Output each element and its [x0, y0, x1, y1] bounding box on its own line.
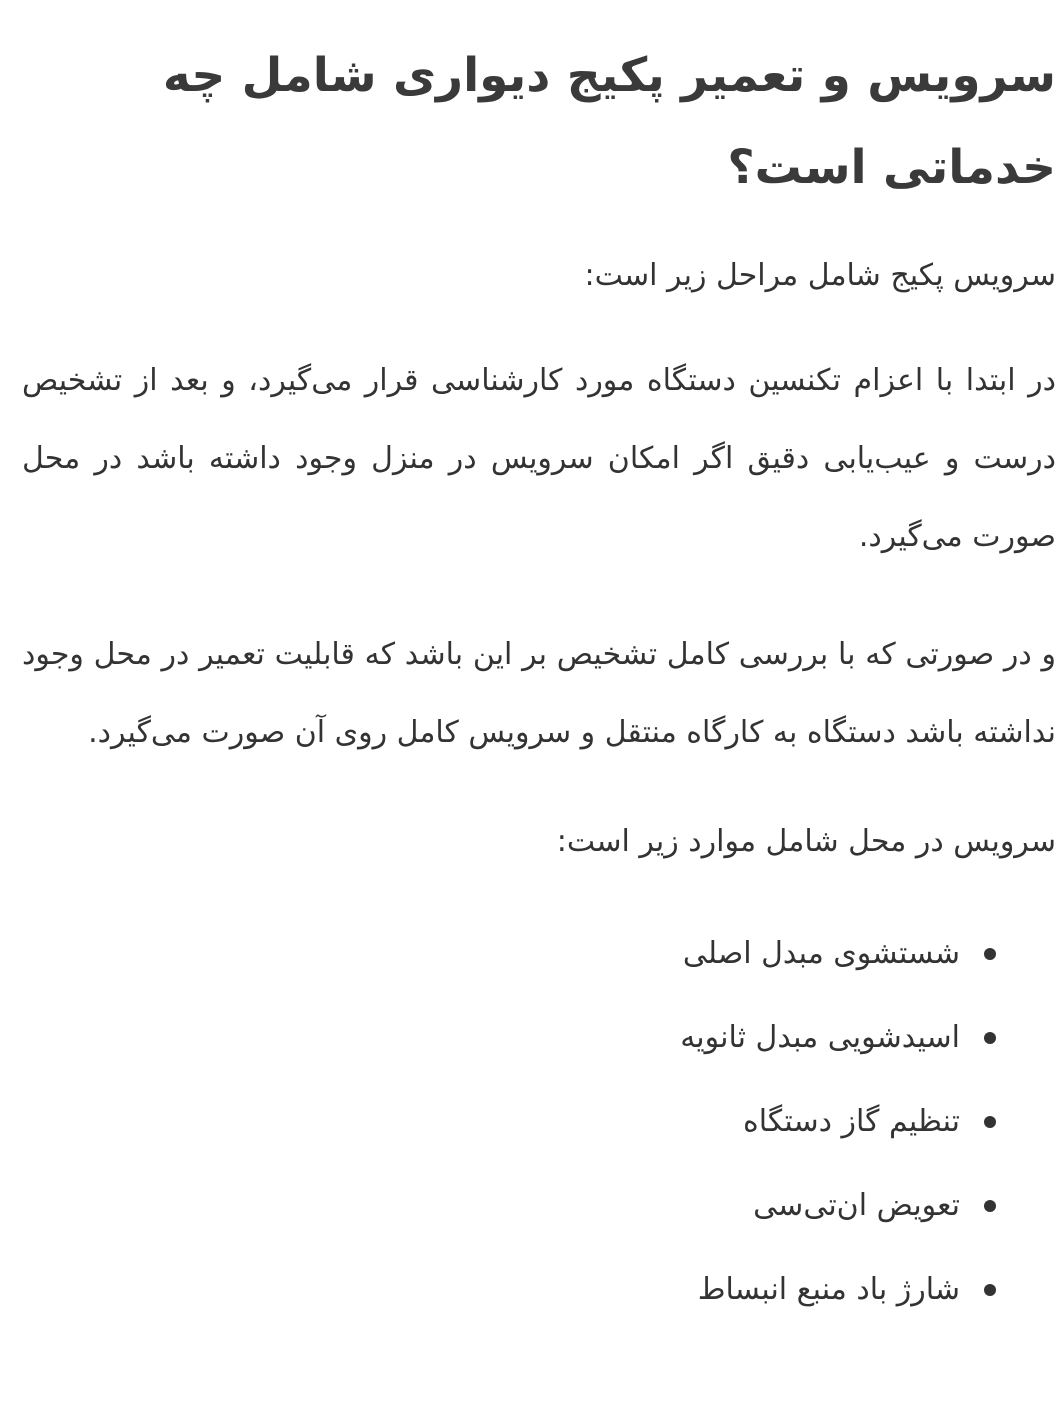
- list-item-label: اسیدشویی مبدل ثانویه: [680, 1020, 960, 1055]
- list-item-label: تنظیم گاز دستگاه: [743, 1104, 960, 1139]
- bullet-icon: [984, 1284, 996, 1296]
- bullet-icon: [984, 1032, 996, 1044]
- body-paragraph: و در صورتی که با بررسی کامل تشخیص بر این باشد که قابلیت تعمیر در محل وجود نداشته باشد دستگاه به کارگاه منتقل و سرویس کامل روی آن صورت می‌گیرد.: [22, 637, 1056, 750]
- list-item-label: شستشوی مبدل اصلی: [682, 936, 960, 971]
- intro-paragraph: سرویس پکیج شامل مراحل زیر است:: [584, 258, 1056, 293]
- list-item-label: تعویض ان‌تی‌سی: [753, 1188, 960, 1223]
- list-item: [22, 1248, 996, 1332]
- list-item: [22, 1164, 996, 1248]
- page-title: سرویس و تعمیر پکیج دیواری شامل چه خدماتی است؟: [162, 48, 1056, 195]
- list-item-label: شارژ باد منبع انبساط: [697, 1272, 960, 1307]
- list-item: [22, 912, 996, 996]
- list-item: [22, 1080, 996, 1164]
- body-paragraph: در ابتدا با اعزام تکنسین دستگاه مورد کارشناسی قرار می‌گیرد، و بعد از تشخیص درست و عیب‌یابی دقیق اگر امکان سرویس در منزل وجود داشته باشد در محل صورت می‌گیرد.: [22, 363, 1056, 554]
- service-list: [22, 912, 1056, 1332]
- list-intro-paragraph: سرویس در محل شامل موارد زیر است:: [556, 824, 1056, 859]
- list-item: [22, 996, 996, 1080]
- bullet-icon: [984, 1200, 996, 1212]
- bullet-icon: [984, 1116, 996, 1128]
- bullet-icon: [984, 948, 996, 960]
